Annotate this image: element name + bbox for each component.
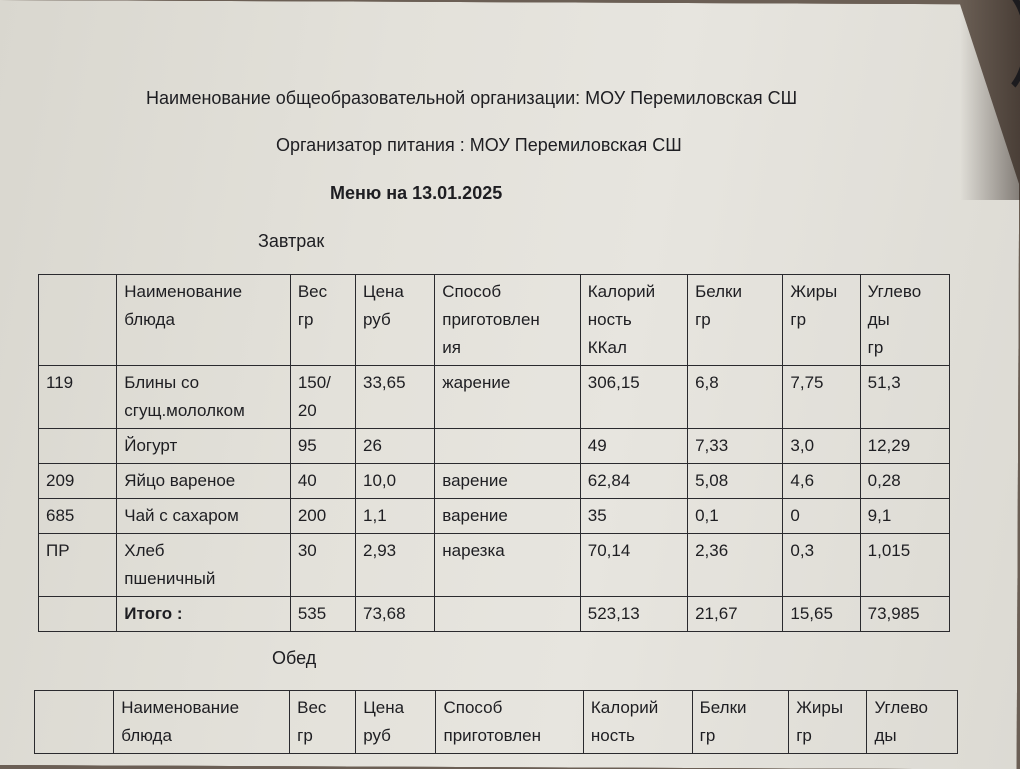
dish-price: 26 <box>356 429 435 464</box>
dish-protein: 0,1 <box>688 499 783 534</box>
table-row <box>39 429 950 464</box>
dish-name: Блины со сгущ.мололком <box>117 366 291 429</box>
menu-date: Меню на 13.01.2025 <box>330 183 503 203</box>
column-header <box>39 275 117 366</box>
organizer: Организатор питания : МОУ Перемиловская СШ <box>276 135 682 155</box>
lunch-table <box>34 690 958 754</box>
breakfast-table <box>38 274 950 632</box>
dish-name: Яйцо вареное <box>117 464 291 499</box>
dish-name: Йогурт <box>117 429 291 464</box>
dish-carbs: 51,3 <box>860 366 949 429</box>
dish-kcal: 35 <box>580 499 687 534</box>
dish-code: 685 <box>39 499 117 534</box>
dish-kcal: 49 <box>580 429 687 464</box>
dish-kcal: 70,14 <box>580 534 687 597</box>
dish-method <box>435 429 580 464</box>
dish-weight: 40 <box>290 464 355 499</box>
dish-method: варение <box>435 464 580 499</box>
org-name: Наименование общеобразовательной организации: МОУ Перемиловская СШ <box>146 88 798 108</box>
total-weight: 535 <box>290 597 355 632</box>
total-label: Итого : <box>117 597 291 632</box>
table-row <box>39 499 950 534</box>
column-header: Углево ды <box>867 691 958 754</box>
column-header: Наименование блюда <box>117 275 291 366</box>
header-row <box>39 275 950 366</box>
dish-carbs: 0,28 <box>860 464 949 499</box>
dish-fat: 7,75 <box>783 366 860 429</box>
dish-protein: 5,08 <box>688 464 783 499</box>
column-header: Жиры гр <box>789 691 867 754</box>
dish-weight: 150/ 20 <box>290 366 355 429</box>
column-header: Белки гр <box>692 691 789 754</box>
column-header: Вес гр <box>290 691 356 754</box>
dish-carbs: 9,1 <box>860 499 949 534</box>
dish-fat: 4,6 <box>783 464 860 499</box>
total-method <box>435 597 580 632</box>
column-header: Углево ды гр <box>860 275 949 366</box>
dish-weight: 30 <box>290 534 355 597</box>
dish-method: жарение <box>435 366 580 429</box>
dish-code <box>39 429 117 464</box>
column-header: Способ приготовлен <box>436 691 583 754</box>
dish-price: 2,93 <box>356 534 435 597</box>
dish-method: варение <box>435 499 580 534</box>
dish-fat: 0,3 <box>783 534 860 597</box>
table-row <box>39 366 950 429</box>
dish-carbs: 12,29 <box>860 429 949 464</box>
dish-code: ПР <box>39 534 117 597</box>
total-protein: 21,67 <box>688 597 783 632</box>
column-header: Калорий ность ККал <box>580 275 687 366</box>
dish-price: 33,65 <box>356 366 435 429</box>
column-header <box>35 691 114 754</box>
dish-protein: 2,36 <box>688 534 783 597</box>
table-row <box>39 534 950 597</box>
column-header: Белки гр <box>688 275 783 366</box>
column-header: Калорий ность <box>583 691 692 754</box>
total-price: 73,68 <box>356 597 435 632</box>
dish-price: 1,1 <box>356 499 435 534</box>
column-header: Наименование блюда <box>114 691 290 754</box>
column-header: Вес гр <box>290 275 355 366</box>
total-carbs: 73,985 <box>860 597 949 632</box>
total-kcal: 523,13 <box>580 597 687 632</box>
dish-code: 119 <box>39 366 117 429</box>
column-header: Жиры гр <box>783 275 860 366</box>
dish-fat: 0 <box>783 499 860 534</box>
dish-price: 10,0 <box>356 464 435 499</box>
dish-weight: 95 <box>290 429 355 464</box>
dish-protein: 6,8 <box>688 366 783 429</box>
dish-kcal: 306,15 <box>580 366 687 429</box>
dish-name: Чай с сахаром <box>117 499 291 534</box>
breakfast-title: Завтрак <box>258 231 325 251</box>
dish-fat: 3,0 <box>783 429 860 464</box>
column-header: Цена руб <box>356 275 435 366</box>
total-fat: 15,65 <box>783 597 860 632</box>
total-row <box>39 597 950 632</box>
header-row <box>35 691 958 754</box>
table-row <box>39 464 950 499</box>
column-header: Цена руб <box>356 691 436 754</box>
dish-kcal: 62,84 <box>580 464 687 499</box>
dish-weight: 200 <box>290 499 355 534</box>
column-header: Способ приготовлен ия <box>435 275 580 366</box>
dish-protein: 7,33 <box>688 429 783 464</box>
total-code <box>39 597 117 632</box>
dish-code: 209 <box>39 464 117 499</box>
dish-name: Хлеб пшеничный <box>117 534 291 597</box>
dish-carbs: 1,015 <box>860 534 949 597</box>
dish-method: нарезка <box>435 534 580 597</box>
lunch-title: Обед <box>272 648 317 668</box>
